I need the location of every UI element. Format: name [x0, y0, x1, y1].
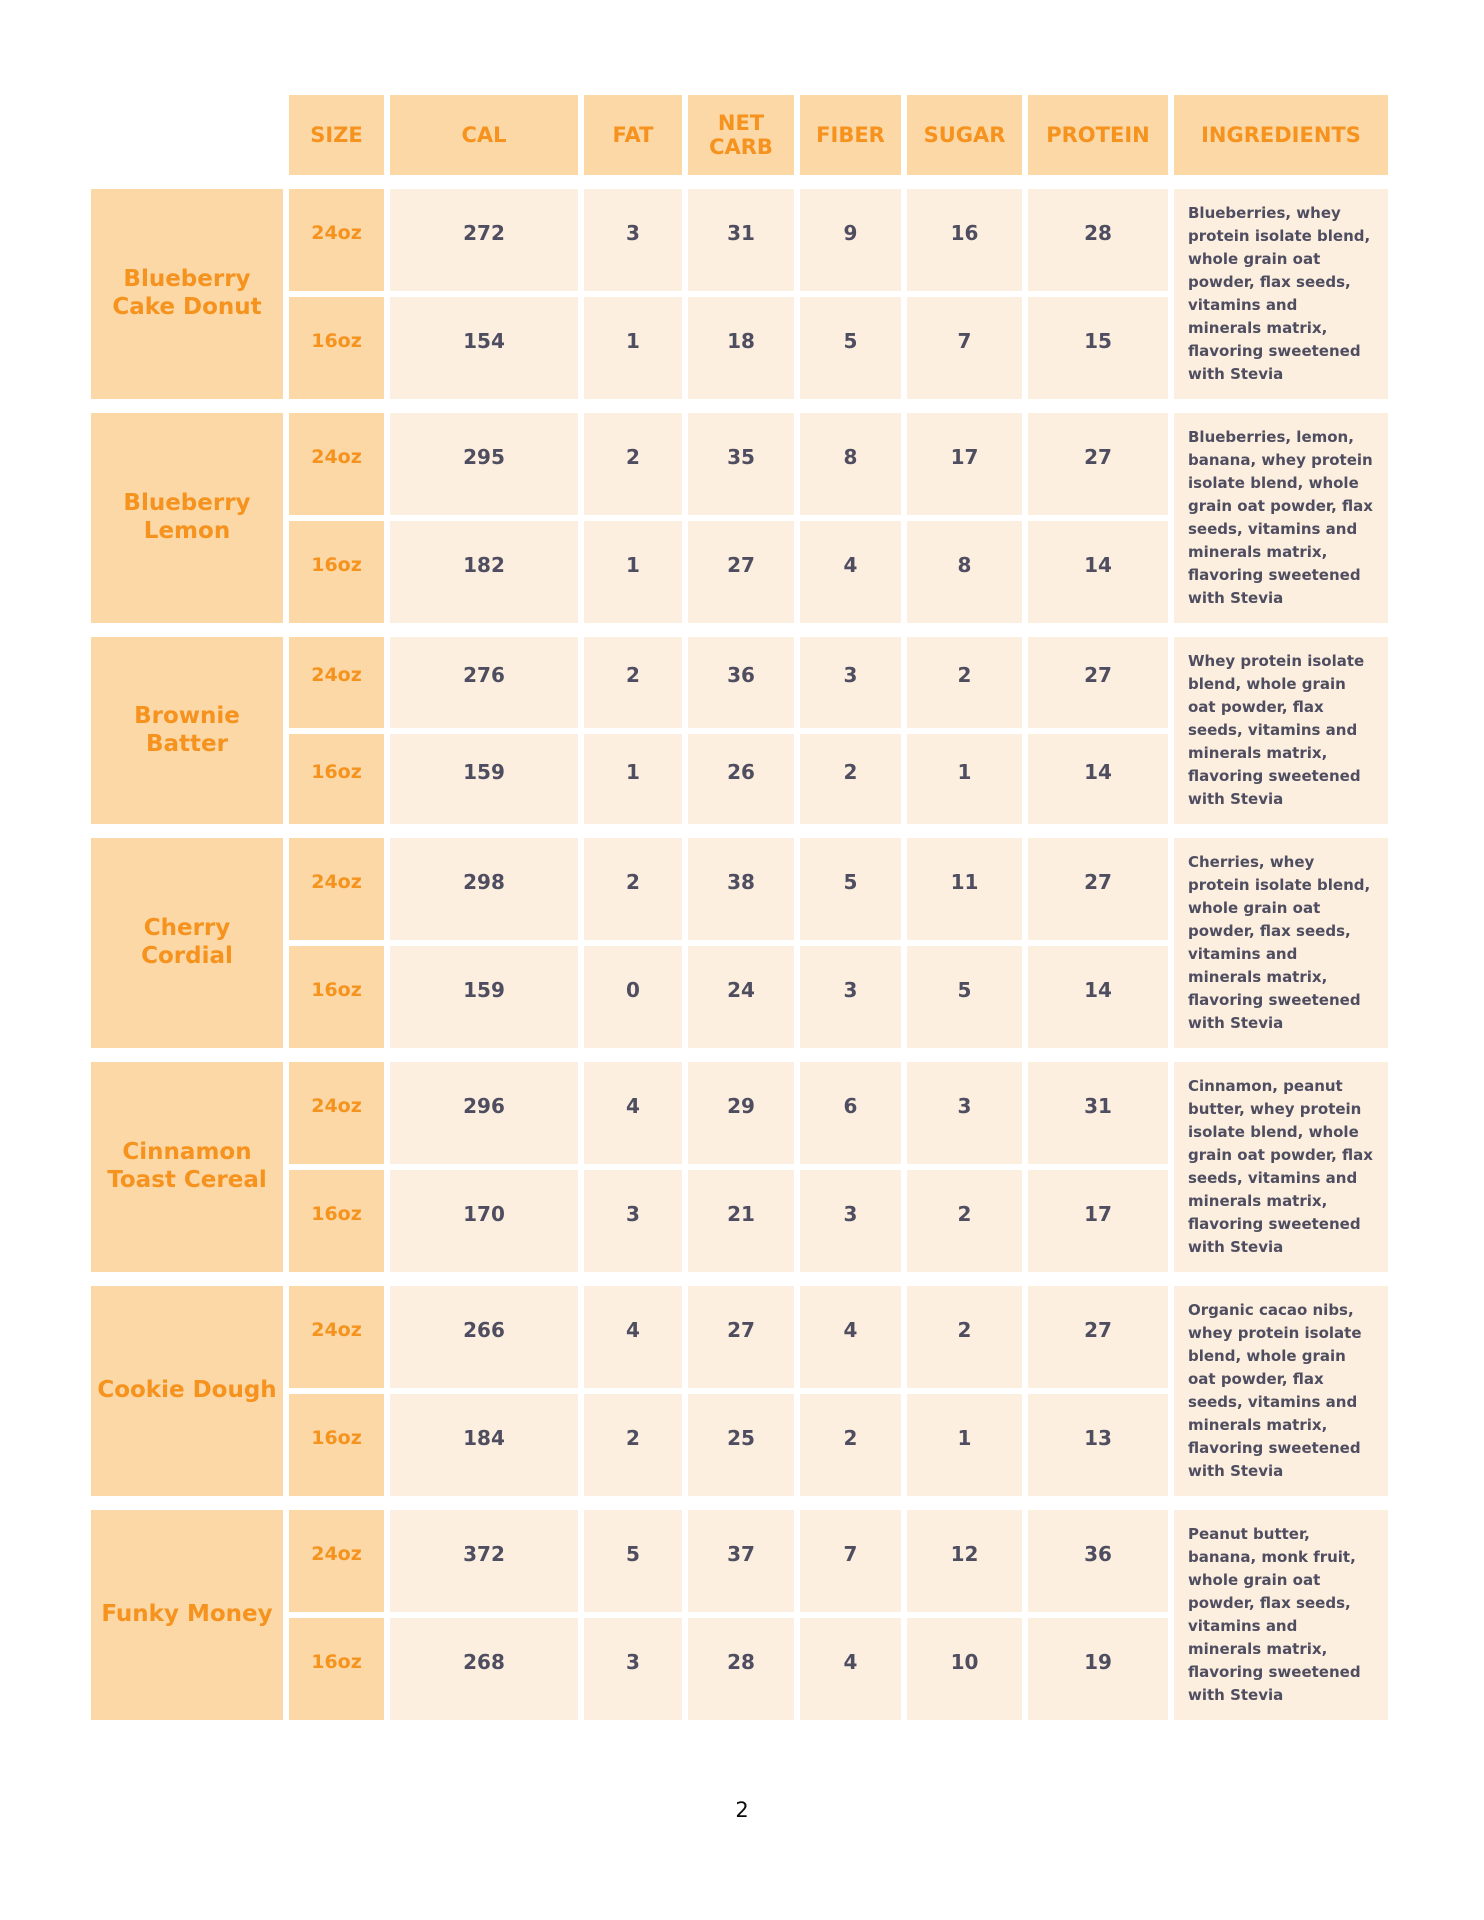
column-header-cal: CAL	[390, 95, 578, 175]
fiber-value: 9	[800, 189, 901, 291]
net-carb-value: 27	[688, 521, 794, 623]
sugar-value: 2	[907, 637, 1022, 728]
cal-value: 184	[390, 1394, 578, 1496]
protein-value: 19	[1028, 1618, 1168, 1720]
flavor-name: Cinnamon Toast Cereal	[91, 1062, 283, 1272]
protein-value: 17	[1028, 1170, 1168, 1272]
column-header-fiber: FIBER	[800, 95, 901, 175]
protein-value: 14	[1028, 521, 1168, 623]
ingredients-text: Organic cacao nibs, whey protein isolate blend, whole grain oat powder, flax seeds, vitamins and minerals matrix, flavoring sweetened with Stevia	[1174, 1286, 1388, 1496]
size-label: 24oz	[289, 1286, 384, 1388]
sugar-value: 10	[907, 1618, 1022, 1720]
size-label: 24oz	[289, 637, 384, 728]
fat-value: 2	[584, 1394, 682, 1496]
fiber-value: 6	[800, 1062, 901, 1164]
fiber-value: 4	[800, 1618, 901, 1720]
size-label: 16oz	[289, 1394, 384, 1496]
flavor-name: Cookie Dough	[91, 1286, 283, 1496]
protein-value: 27	[1028, 413, 1168, 515]
size-label: 16oz	[289, 1618, 384, 1720]
net-carb-value: 35	[688, 413, 794, 515]
column-header-fat: FAT	[584, 95, 682, 175]
protein-value: 36	[1028, 1510, 1168, 1612]
net-carb-value: 26	[688, 734, 794, 825]
sugar-value: 5	[907, 946, 1022, 1048]
flavor-name: Brownie Batter	[91, 637, 283, 824]
flavor-name: Blueberry Lemon	[91, 413, 283, 623]
net-carb-value: 37	[688, 1510, 794, 1612]
sugar-value: 17	[907, 413, 1022, 515]
cal-value: 372	[390, 1510, 578, 1612]
size-label: 24oz	[289, 1510, 384, 1612]
protein-value: 27	[1028, 838, 1168, 940]
ingredients-text: Cherries, whey protein isolate blend, whole grain oat powder, flax seeds, vitamins and minerals matrix, flavoring sweetened with Stevia	[1174, 838, 1388, 1048]
fiber-value: 5	[800, 297, 901, 399]
flavor-group	[91, 189, 1388, 399]
cal-value: 159	[390, 734, 578, 825]
column-header-protein: PROTEIN	[1028, 95, 1168, 175]
fiber-value: 2	[800, 1394, 901, 1496]
size-label: 16oz	[289, 521, 384, 623]
cal-value: 276	[390, 637, 578, 728]
fat-value: 4	[584, 1062, 682, 1164]
size-label: 24oz	[289, 413, 384, 515]
sugar-value: 1	[907, 734, 1022, 825]
cal-value: 154	[390, 297, 578, 399]
fiber-value: 3	[800, 1170, 901, 1272]
ingredients-text: Whey protein isolate blend, whole grain oat powder, flax seeds, vitamins and minerals matrix, flavoring sweetened with Stevia	[1174, 637, 1388, 824]
sugar-value: 11	[907, 838, 1022, 940]
column-header-size: SIZE	[289, 95, 384, 175]
flavor-name: Blueberry Cake Donut	[91, 189, 283, 399]
net-carb-value: 31	[688, 189, 794, 291]
sugar-value: 1	[907, 1394, 1022, 1496]
fiber-value: 3	[800, 946, 901, 1048]
fiber-value: 8	[800, 413, 901, 515]
sugar-value: 8	[907, 521, 1022, 623]
fiber-value: 5	[800, 838, 901, 940]
column-header-net-carb: NET CARB	[688, 95, 794, 175]
flavor-group	[91, 413, 1388, 623]
net-carb-value: 25	[688, 1394, 794, 1496]
size-label: 16oz	[289, 297, 384, 399]
net-carb-value: 27	[688, 1286, 794, 1388]
flavor-group	[91, 1286, 1388, 1496]
fat-value: 2	[584, 838, 682, 940]
protein-value: 27	[1028, 1286, 1168, 1388]
flavor-group	[91, 838, 1388, 1048]
flavor-group	[91, 1062, 1388, 1272]
fiber-value: 4	[800, 1286, 901, 1388]
fat-value: 2	[584, 413, 682, 515]
ingredients-text: Blueberries, whey protein isolate blend, whole grain oat powder, flax seeds, vitamins and minerals matrix, flavoring sweetened with Stevia	[1174, 189, 1388, 399]
fat-value: 0	[584, 946, 682, 1048]
cal-value: 170	[390, 1170, 578, 1272]
net-carb-value: 38	[688, 838, 794, 940]
sugar-value: 2	[907, 1286, 1022, 1388]
protein-value: 14	[1028, 946, 1168, 1048]
sugar-value: 12	[907, 1510, 1022, 1612]
flavor-name: Funky Money	[91, 1510, 283, 1720]
protein-value: 15	[1028, 297, 1168, 399]
net-carb-value: 36	[688, 637, 794, 728]
fiber-value: 4	[800, 521, 901, 623]
fat-value: 5	[584, 1510, 682, 1612]
ingredients-text: Blueberries, lemon, banana, whey protein isolate blend, whole grain oat powder, flax seeds, vitamins and minerals matrix, flavoring sweetened with Stevia	[1174, 413, 1388, 623]
protein-value: 14	[1028, 734, 1168, 825]
ingredients-text: Peanut butter, banana, monk fruit, whole grain oat powder, flax seeds, vitamins and minerals matrix, flavoring sweetened with Stevia	[1174, 1510, 1388, 1720]
size-label: 24oz	[289, 838, 384, 940]
flavor-group	[91, 1510, 1388, 1720]
column-header-ingredients: INGREDIENTS	[1174, 95, 1388, 175]
sugar-value: 3	[907, 1062, 1022, 1164]
sugar-value: 2	[907, 1170, 1022, 1272]
fat-value: 2	[584, 637, 682, 728]
cal-value: 159	[390, 946, 578, 1048]
protein-value: 27	[1028, 637, 1168, 728]
protein-value: 28	[1028, 189, 1168, 291]
header-spacer	[91, 95, 283, 175]
fat-value: 1	[584, 521, 682, 623]
size-label: 16oz	[289, 946, 384, 1048]
fat-value: 1	[584, 297, 682, 399]
cal-value: 272	[390, 189, 578, 291]
fiber-value: 3	[800, 637, 901, 728]
size-label: 16oz	[289, 734, 384, 825]
fiber-value: 7	[800, 1510, 901, 1612]
fiber-value: 2	[800, 734, 901, 825]
fat-value: 4	[584, 1286, 682, 1388]
fat-value: 1	[584, 734, 682, 825]
net-carb-value: 24	[688, 946, 794, 1048]
cal-value: 296	[390, 1062, 578, 1164]
protein-value: 31	[1028, 1062, 1168, 1164]
net-carb-value: 21	[688, 1170, 794, 1272]
table-header-row	[91, 95, 1388, 175]
page-number: 2	[735, 1798, 749, 1822]
fat-value: 3	[584, 189, 682, 291]
cal-value: 298	[390, 838, 578, 940]
net-carb-value: 28	[688, 1618, 794, 1720]
cal-value: 182	[390, 521, 578, 623]
cal-value: 266	[390, 1286, 578, 1388]
fat-value: 3	[584, 1618, 682, 1720]
ingredients-text: Cinnamon, peanut butter, whey protein isolate blend, whole grain oat powder, flax seeds, vitamins and minerals matrix, flavoring sweetened with Stevia	[1174, 1062, 1388, 1272]
size-label: 16oz	[289, 1170, 384, 1272]
cal-value: 268	[390, 1618, 578, 1720]
column-header-sugar: SUGAR	[907, 95, 1022, 175]
fat-value: 3	[584, 1170, 682, 1272]
net-carb-value: 18	[688, 297, 794, 399]
size-label: 24oz	[289, 1062, 384, 1164]
nutrition-table	[91, 95, 1388, 1720]
net-carb-value: 29	[688, 1062, 794, 1164]
flavor-group	[91, 637, 1388, 824]
flavor-name: Cherry Cordial	[91, 838, 283, 1048]
sugar-value: 7	[907, 297, 1022, 399]
size-label: 24oz	[289, 189, 384, 291]
protein-value: 13	[1028, 1394, 1168, 1496]
sugar-value: 16	[907, 189, 1022, 291]
cal-value: 295	[390, 413, 578, 515]
